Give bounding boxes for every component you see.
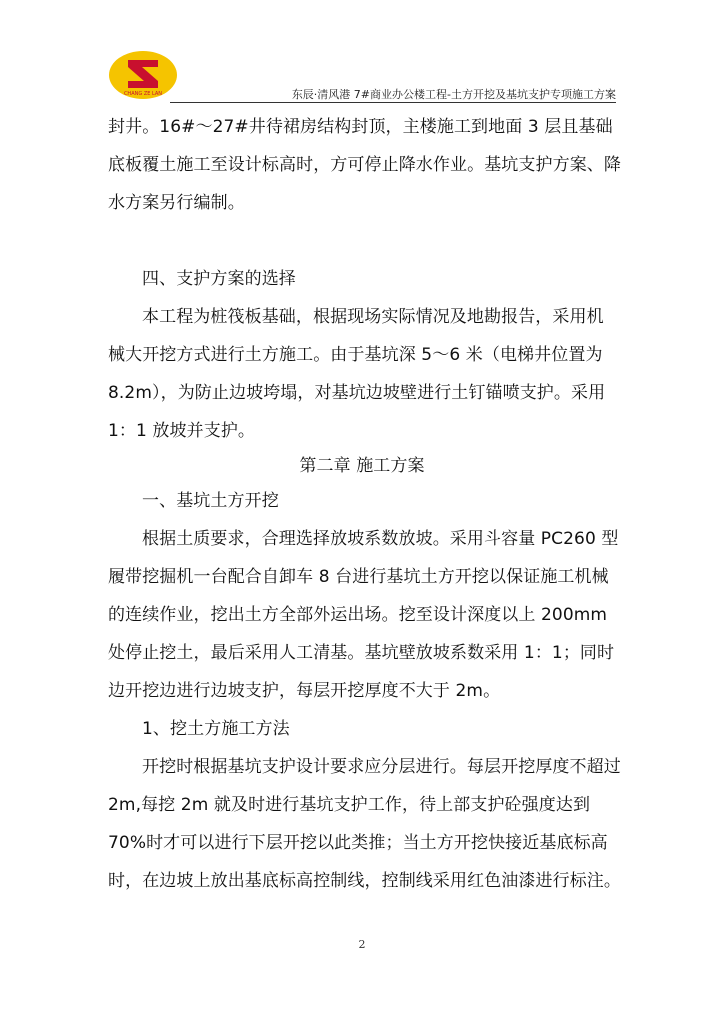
paragraph-line: 履带挖掘机一台配合自卸车 8 台进行基坑土方开挖以保证施工机械 [108,567,609,587]
chapter-title: 第二章 施工方案 [299,456,425,476]
paragraph-line: 械大开挖方式进行土方施工。由于基坑深 5～6 米（电梯井位置为 [108,345,603,365]
logo-mark-icon [108,50,178,100]
section-heading: 1、挖土方施工方法 [142,719,290,739]
paragraph-line: 2m,每挖 2m 就及时进行基坑支护工作，待上部支护砼强度达到 [108,795,591,815]
header-divider [170,102,616,103]
page-header [108,50,616,104]
paragraph-line: 处停止挖土，最后采用人工清基。基坑壁放坡系数采用 1：1；同时 [108,643,615,663]
paragraph-line: 8.2m），为防止边坡垮塌，对基坑边坡壁进行土钉锚喷支护。采用 [108,383,606,403]
paragraph-line: 边开挖边进行边坡支护，每层开挖厚度不大于 2m。 [108,681,501,701]
paragraph-line: 水方案另行编制。 [108,193,245,213]
section-heading: 一、基坑土方开挖 [142,491,279,511]
page-number: 2 [358,938,366,951]
company-logo [108,50,178,100]
section-heading: 四、支护方案的选择 [142,269,296,289]
paragraph-line: 时，在边坡上放出基底标高控制线，控制线采用红色油漆进行标注。 [108,871,621,891]
paragraph-line: 开挖时根据基坑支护设计要求应分层进行。每层开挖厚度不超过 [142,757,621,777]
svg-text:CHANG ZE LAN: CHANG ZE LAN [123,91,163,97]
paragraph-line: 70%时才可以进行下层开挖以此类推；当土方开挖快接近基底标高 [108,833,608,853]
paragraph-line: 的连续作业，挖出土方全部外运出场。挖至设计深度以上 200mm [108,605,608,625]
paragraph-line: 本工程为桩筏板基础，根据现场实际情况及地勘报告，采用机 [142,307,604,327]
paragraph-line: 底板覆土施工至设计标高时，方可停止降水作业。基坑支护方案、降 [108,155,621,175]
paragraph-line: 封井。16#～27#井待裙房结构封顶，主楼施工到地面 3 层且基础 [108,117,613,137]
paragraph-line: 根据土质要求，合理选择放坡系数放坡。采用斗容量 PC260 型 [142,529,619,549]
paragraph-line: 1：1 放坡并支护。 [108,421,256,441]
header-title: 东辰·清风港 7#商业办公楼工程-土方开挖及基坑支护专项施工方案 [291,88,616,101]
